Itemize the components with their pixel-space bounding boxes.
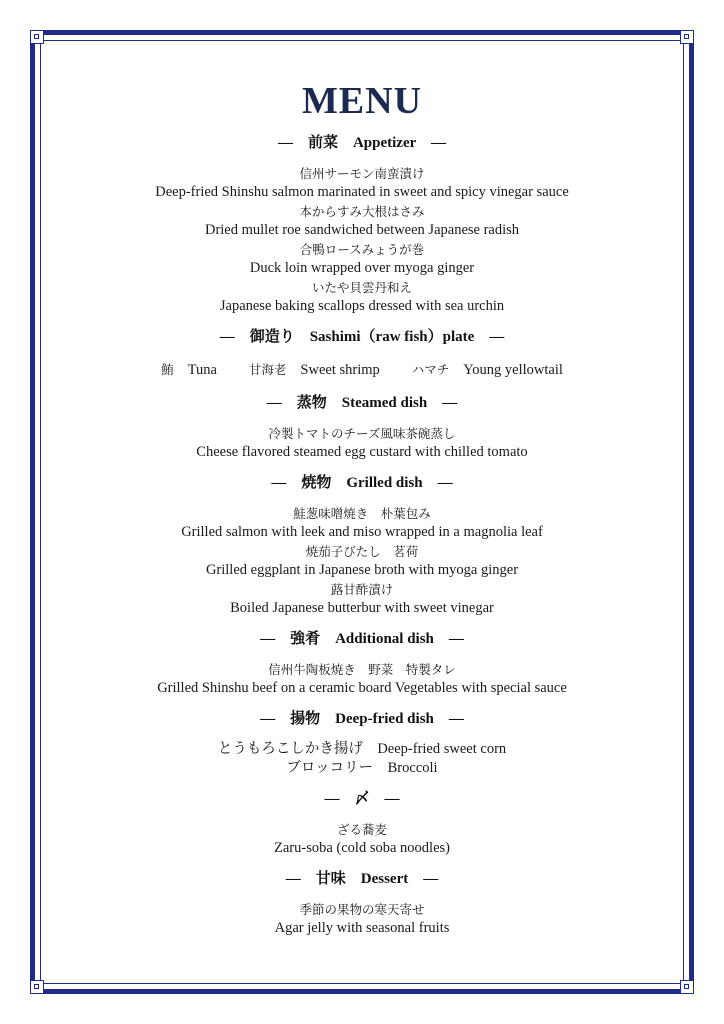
menu-item-en: Boiled Japanese butterbur with sweet vinegar xyxy=(230,600,494,616)
page-title: MENU xyxy=(301,80,423,122)
menu-item-en: Duck loin wrapped over myoga ginger xyxy=(249,260,475,276)
section-heading-appetizer: ― 前菜 Appetizer ― xyxy=(277,135,447,151)
menu-item-en: Agar jelly with seasonal fruits xyxy=(274,920,450,936)
section-heading-dessert: ― 甘味 Dessert ― xyxy=(285,871,439,887)
menu-item-en: Cheese flavored steamed egg custard with chilled tomato xyxy=(196,444,528,460)
sashimi-item xyxy=(412,360,563,380)
section-heading-steamed: ― 蒸物 Steamed dish ― xyxy=(266,395,458,411)
sashimi-item xyxy=(249,360,380,380)
menu-item-jp: 鮭葱味噌焼き 朴葉包み xyxy=(293,506,431,521)
sashimi-item-en: Sweet shrimp xyxy=(300,362,380,378)
menu-item-en: Dried mullet roe sandwiched between Japanese radish xyxy=(204,222,520,238)
corner-ornament-bottom-right xyxy=(680,980,694,994)
sashimi-item-en: Young yellowtail xyxy=(463,362,563,378)
sashimi-item-jp: 甘海老 xyxy=(248,362,287,377)
corner-ornament-top-left xyxy=(30,30,44,44)
menu-item-en: Grilled salmon with leek and miso wrapped in a magnolia leaf xyxy=(181,524,543,540)
sashimi-list xyxy=(48,360,676,380)
section-heading-shime: ― 〆 ― xyxy=(324,791,400,807)
menu-item-jp: 冷製トマトのチーズ風味茶碗蒸し xyxy=(268,426,456,441)
menu-item-en: Japanese baking scallops dressed with sea urchin xyxy=(219,298,505,314)
menu-item-en: Grilled eggplant in Japanese broth with myoga ginger xyxy=(205,562,519,578)
section-heading-sashimi: ― 御造り Sashimi（raw fish）plate ― xyxy=(219,329,505,345)
menu-item-en: Deep-fried Shinshu salmon marinated in sweet and spicy vinegar sauce xyxy=(155,184,569,200)
corner-ornament-bottom-left xyxy=(30,980,44,994)
sashimi-item xyxy=(161,360,217,380)
menu-item: とうもろこしかき揚げ Deep-fried sweet corn xyxy=(217,741,507,757)
menu-item-en: Grilled Shinshu beef on a ceramic board Vegetables with special sauce xyxy=(157,680,567,696)
section-heading-grilled: ― 焼物 Grilled dish ― xyxy=(271,475,453,491)
menu-item-jp: 季節の果物の寒天寄せ xyxy=(299,902,425,917)
menu-item-jp: 信州牛陶板焼き 野菜 特製タレ xyxy=(268,662,456,677)
menu-item-jp: 信州サーモン南蛮漬け xyxy=(299,166,425,181)
sashimi-item-jp: 鮪 xyxy=(161,362,174,377)
menu-item-jp: 本からすみ大根はさみ xyxy=(299,204,425,219)
menu-content xyxy=(48,78,676,938)
menu-item-jp: 焼茄子びたし 茗荷 xyxy=(305,544,419,559)
section-heading-additional: ― 強肴 Additional dish ― xyxy=(260,631,464,647)
menu-item-en: Zaru-soba (cold soba noodles) xyxy=(274,840,450,856)
sashimi-item-en: Tuna xyxy=(187,362,217,378)
menu-item: ブロッコリー Broccoli xyxy=(286,760,438,776)
menu-item-jp: いたや貝雲丹和え xyxy=(311,280,412,295)
section-heading-deep-fried: ― 揚物 Deep-fried dish ― xyxy=(260,711,464,727)
sashimi-item-jp: ハマチ xyxy=(411,362,450,377)
menu-item-jp: 合鴨ロースみょうが巻 xyxy=(299,242,425,257)
menu-item-jp: 蕗甘酢漬け xyxy=(330,582,394,597)
menu-item-jp: ざる蕎麦 xyxy=(336,822,387,837)
corner-ornament-top-right xyxy=(680,30,694,44)
